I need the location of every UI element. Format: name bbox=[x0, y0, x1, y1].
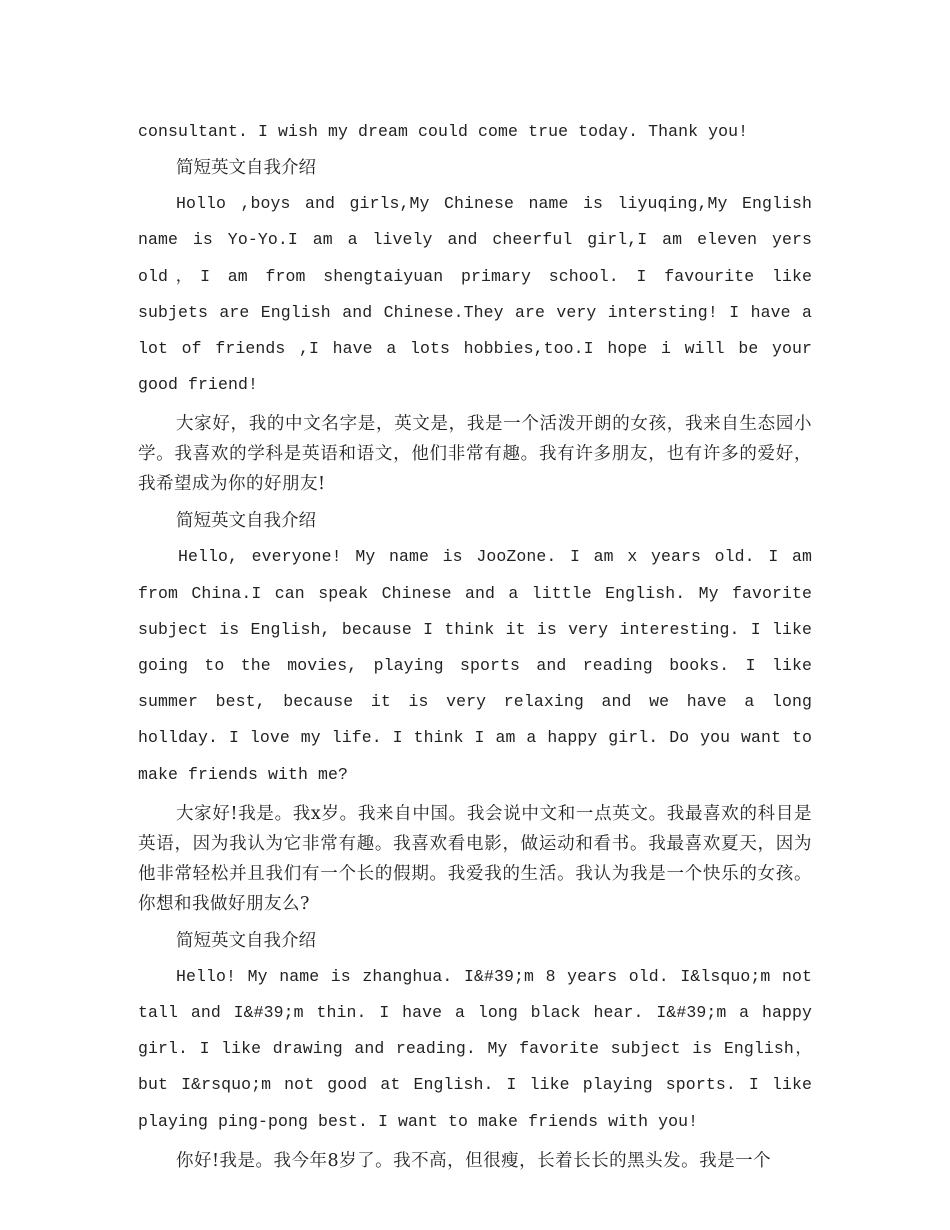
section-heading-1: 简短英文自我介绍 bbox=[176, 158, 316, 179]
paragraph-chinese-1: 大家好，我的中文名字是，英文是，我是一个活泼开朗的女孩，我来自生态园小学。我喜欢的学科是英语和语文，他们非常有趣。我有许多朋友，也有许多的爱好，我希望成为你的好朋友! bbox=[138, 414, 812, 495]
section-heading-2: 简短英文自我介绍 bbox=[176, 511, 316, 532]
paragraph-closing: consultant. I wish my dream could come true today. Thank you! bbox=[138, 122, 749, 141]
document-page bbox=[138, 114, 812, 1180]
section-heading-3: 简短英文自我介绍 bbox=[176, 930, 316, 951]
paragraph-english-2: Hello, everyone! My name is JooZone. I am x years old. I am from China.I can speak Chinese and a little English. My favorite subject is English, because I think it is very interesting. I like going to the movies, playing sports and reading books. I like summer best, because it is very relaxing and we have a long hollday. I love my life. I think I am a happy girl. Do you want to make friends with me? bbox=[138, 547, 812, 784]
paragraph-chinese-2: 大家好!我是。我x岁。我来自中国。我会说中文和一点英文。我最喜欢的科目是英语，因为我认为它非常有趣。我喜欢看电影，做运动和看书。我最喜欢夏天，因为他非常轻松并且我们有一个长的假期。我爱我的生活。我认为我是一个快乐的女孩。你想和我做好朋友么? bbox=[138, 803, 812, 914]
paragraph-english-1: Hollo ,boys and girls,My Chinese name is liyuqing,My English name is Yo-Yo.I am a lively and cheerful girl,I am eleven yers old，I am from shengtaiyuan primary school. I favourite like subjets are English and Chinese.They are very intersting! I have a lot of friends ,I have a lots hobbies,too.I hope i will be your good friend! bbox=[138, 194, 812, 395]
paragraph-english-3: Hello! My name is zhanghua. I&#39;m 8 years old. I&lsquo;m not tall and I&#39;m thin. I have a long black hear. I&#39;m a happy girl. I like drawing and reading. My favorite subject is English，but I&rsquo;m not good at English. I like playing sports. I like playing ping-pong best. I want to make friends with you! bbox=[138, 966, 812, 1131]
paragraph-chinese-3: 你好!我是。我今年8岁了。我不高，但很瘦，长着长长的黑头发。我是一个 bbox=[176, 1150, 772, 1171]
